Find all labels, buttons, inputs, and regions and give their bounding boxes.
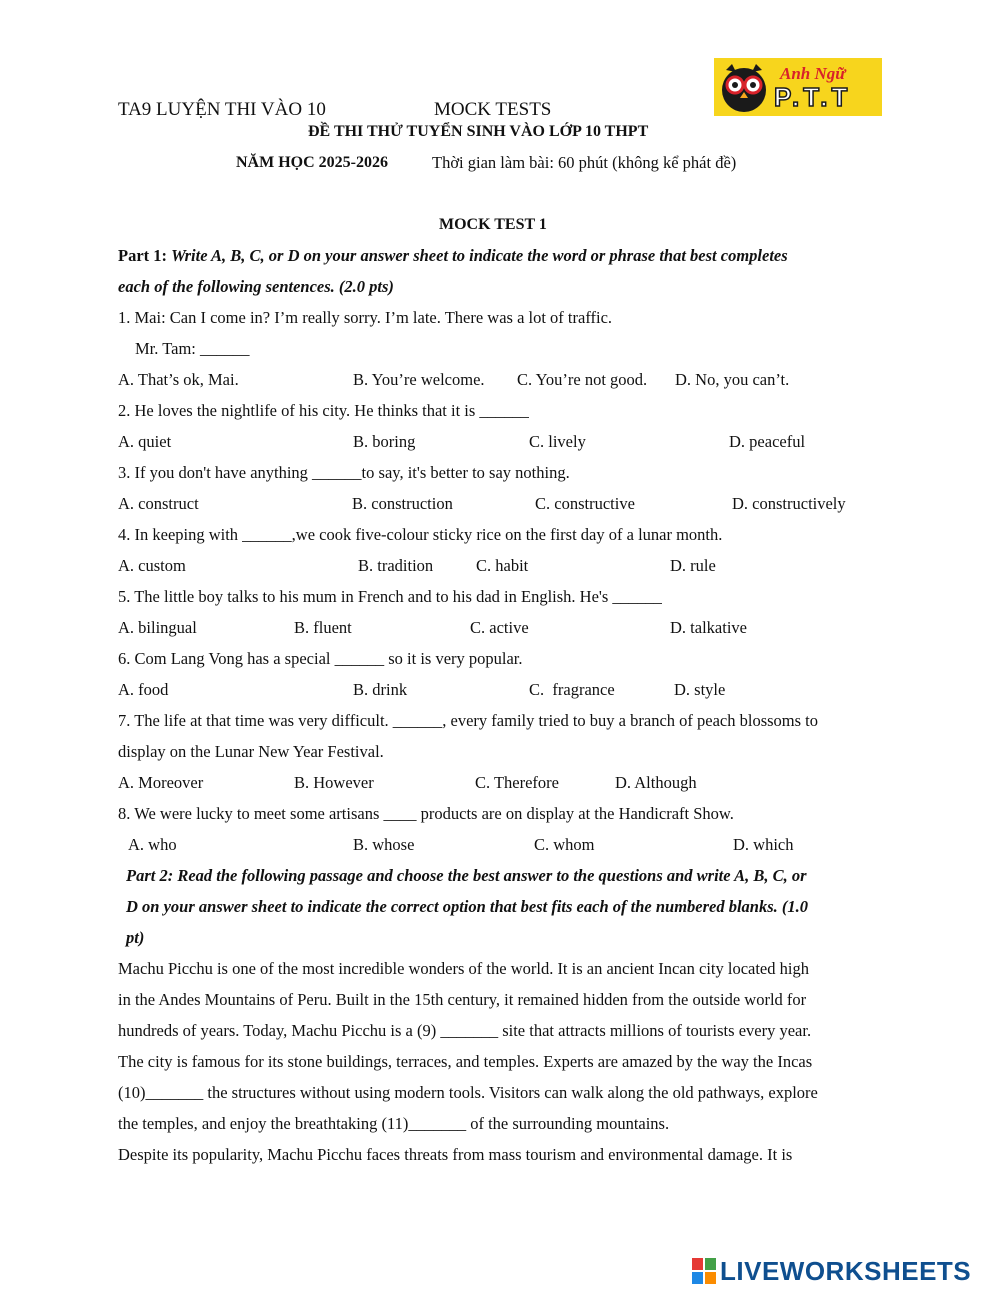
passage-line-1: Machu Picchu is one of the most incredible wonders of the world. It is an ancient Incan city located high xyxy=(118,959,809,978)
q1-option-b[interactable]: B. You’re welcome. xyxy=(353,370,485,389)
passage-line-7: Despite its popularity, Machu Picchu faces threats from mass tourism and environmental damage. It is xyxy=(118,1145,793,1164)
question-6: 6. Com Lang Vong has a special ______ so it is very popular. xyxy=(118,649,523,668)
q8-option-c[interactable]: C. whom xyxy=(534,835,595,854)
exam-year: NĂM HỌC 2025-2026 xyxy=(236,154,388,171)
q3-option-b[interactable]: B. construction xyxy=(352,494,453,513)
q8-option-a[interactable]: A. who xyxy=(128,835,177,854)
footer-brand-text: LIVEWORKSHEETS xyxy=(720,1256,972,1286)
q5-option-a[interactable]: A. bilingual xyxy=(118,618,197,637)
q7-option-a[interactable]: A. Moreover xyxy=(118,773,204,792)
part2-instruction-line2: D on your answer sheet to indicate the correct option that best fits each of the numbered blanks. (1.0 xyxy=(126,897,809,916)
q4-option-b[interactable]: B. tradition xyxy=(358,556,434,575)
question-5: 5. The little boy talks to his mum in French and to his dad in English. He's ______ xyxy=(118,587,662,606)
q6-option-b[interactable]: B. drink xyxy=(353,680,408,699)
q3-option-d[interactable]: D. constructively xyxy=(732,494,846,513)
q5-option-d[interactable]: D. talkative xyxy=(670,618,747,637)
logo-top-text: Anh Ngữ xyxy=(780,64,846,83)
q5-option-c[interactable]: C. active xyxy=(470,618,529,637)
q3-option-a[interactable]: A. construct xyxy=(118,494,199,513)
q2-option-c[interactable]: C. lively xyxy=(529,432,586,451)
question-1-line2: Mr. Tam: ______ xyxy=(135,339,250,358)
question-7: 7. The life at that time was very difficult. ______, every family tried to buy a branch of peach blossoms to xyxy=(118,711,819,730)
passage-line-2: in the Andes Mountains of Peru. Built in the 15th century, it remained hidden from the outside world for xyxy=(118,990,807,1009)
part2-instruction-line1: Part 2: Read the following passage and choose the best answer to the questions and write A, B, C, or xyxy=(126,866,807,885)
q2-option-a[interactable]: A. quiet xyxy=(118,432,172,451)
q1-option-a[interactable]: A. That’s ok, Mai. xyxy=(118,370,239,389)
passage-line-3: hundreds of years. Today, Machu Picchu is a (9) _______ site that attracts millions of tourists every year. xyxy=(118,1021,812,1040)
question-3: 3. If you don't have anything ______to say, it's better to say nothing. xyxy=(118,463,570,482)
q6-option-a[interactable]: A. food xyxy=(118,680,169,699)
question-4: 4. In keeping with ______,we cook five-colour sticky rice on the first day of a lunar month. xyxy=(118,525,723,544)
question-1: 1. Mai: Can I come in? I’m really sorry. I’m late. There was a lot of traffic. xyxy=(118,308,613,327)
part1-instruction-line1: Write A, B, C, or D on your answer sheet to indicate the word or phrase that best completes xyxy=(171,246,788,265)
question-2: 2. He loves the nightlife of his city. He thinks that it is ______ xyxy=(118,401,529,420)
q3-option-c[interactable]: C. constructive xyxy=(535,494,635,513)
q1-option-c[interactable]: C. You’re not good. xyxy=(517,370,648,389)
q7-option-d[interactable]: D. Although xyxy=(615,773,697,792)
passage-line-4: The city is famous for its stone buildings, terraces, and temples. Experts are amazed by the way the Incas xyxy=(118,1052,813,1071)
exam-subtitle: ĐỀ THI THỬ TUYỂN SINH VÀO LỚP 10 THPT xyxy=(308,123,649,140)
passage-line-5: (10)_______ the structures without using modern tools. Visitors can walk along the old pathways, explore xyxy=(118,1083,818,1102)
test-title: MOCK TEST 1 xyxy=(439,216,547,233)
header-mid: MOCK TESTS xyxy=(434,99,552,120)
exam-time: Thời gian làm bài: 60 phút (không kể phát đề) xyxy=(432,153,737,172)
question-8: 8. We were lucky to meet some artisans ____ products are on display at the Handicraft Show. xyxy=(118,804,734,823)
logo xyxy=(714,58,882,116)
q1-option-d[interactable]: D. No, you can’t. xyxy=(675,370,790,389)
part1-instruction-line2: each of the following sentences. (2.0 pts) xyxy=(118,277,394,296)
passage-line-6: the temples, and enjoy the breathtaking (11)_______ of the surrounding mountains. xyxy=(118,1114,670,1133)
q4-option-d[interactable]: D. rule xyxy=(670,556,716,575)
q2-option-d[interactable]: D. peaceful xyxy=(729,432,806,451)
q4-option-c[interactable]: C. habit xyxy=(476,556,529,575)
header-left: TA9 LUYỆN THI VÀO 10 xyxy=(118,99,326,120)
q8-option-d[interactable]: D. which xyxy=(733,835,794,854)
q6-option-d[interactable]: D. style xyxy=(674,680,726,699)
q4-option-a[interactable]: A. custom xyxy=(118,556,186,575)
footer-brand[interactable] xyxy=(692,1256,971,1286)
q8-option-b[interactable]: B. whose xyxy=(353,835,415,854)
part2-instruction-line3: pt) xyxy=(126,928,145,947)
q5-option-b[interactable]: B. fluent xyxy=(294,618,352,637)
part1-label: Part 1: xyxy=(118,246,168,265)
q6-option-c[interactable]: C. fragrance xyxy=(529,680,615,699)
question-7-line2: display on the Lunar New Year Festival. xyxy=(118,742,384,761)
q2-option-b[interactable]: B. boring xyxy=(353,432,416,451)
q7-option-c[interactable]: C. Therefore xyxy=(475,773,559,792)
logo-bottom-text: P.T.T xyxy=(774,82,852,112)
liveworksheets-logo-icon xyxy=(692,1258,716,1284)
part1-instruction xyxy=(118,248,788,265)
q7-option-b[interactable]: B. However xyxy=(294,773,374,792)
